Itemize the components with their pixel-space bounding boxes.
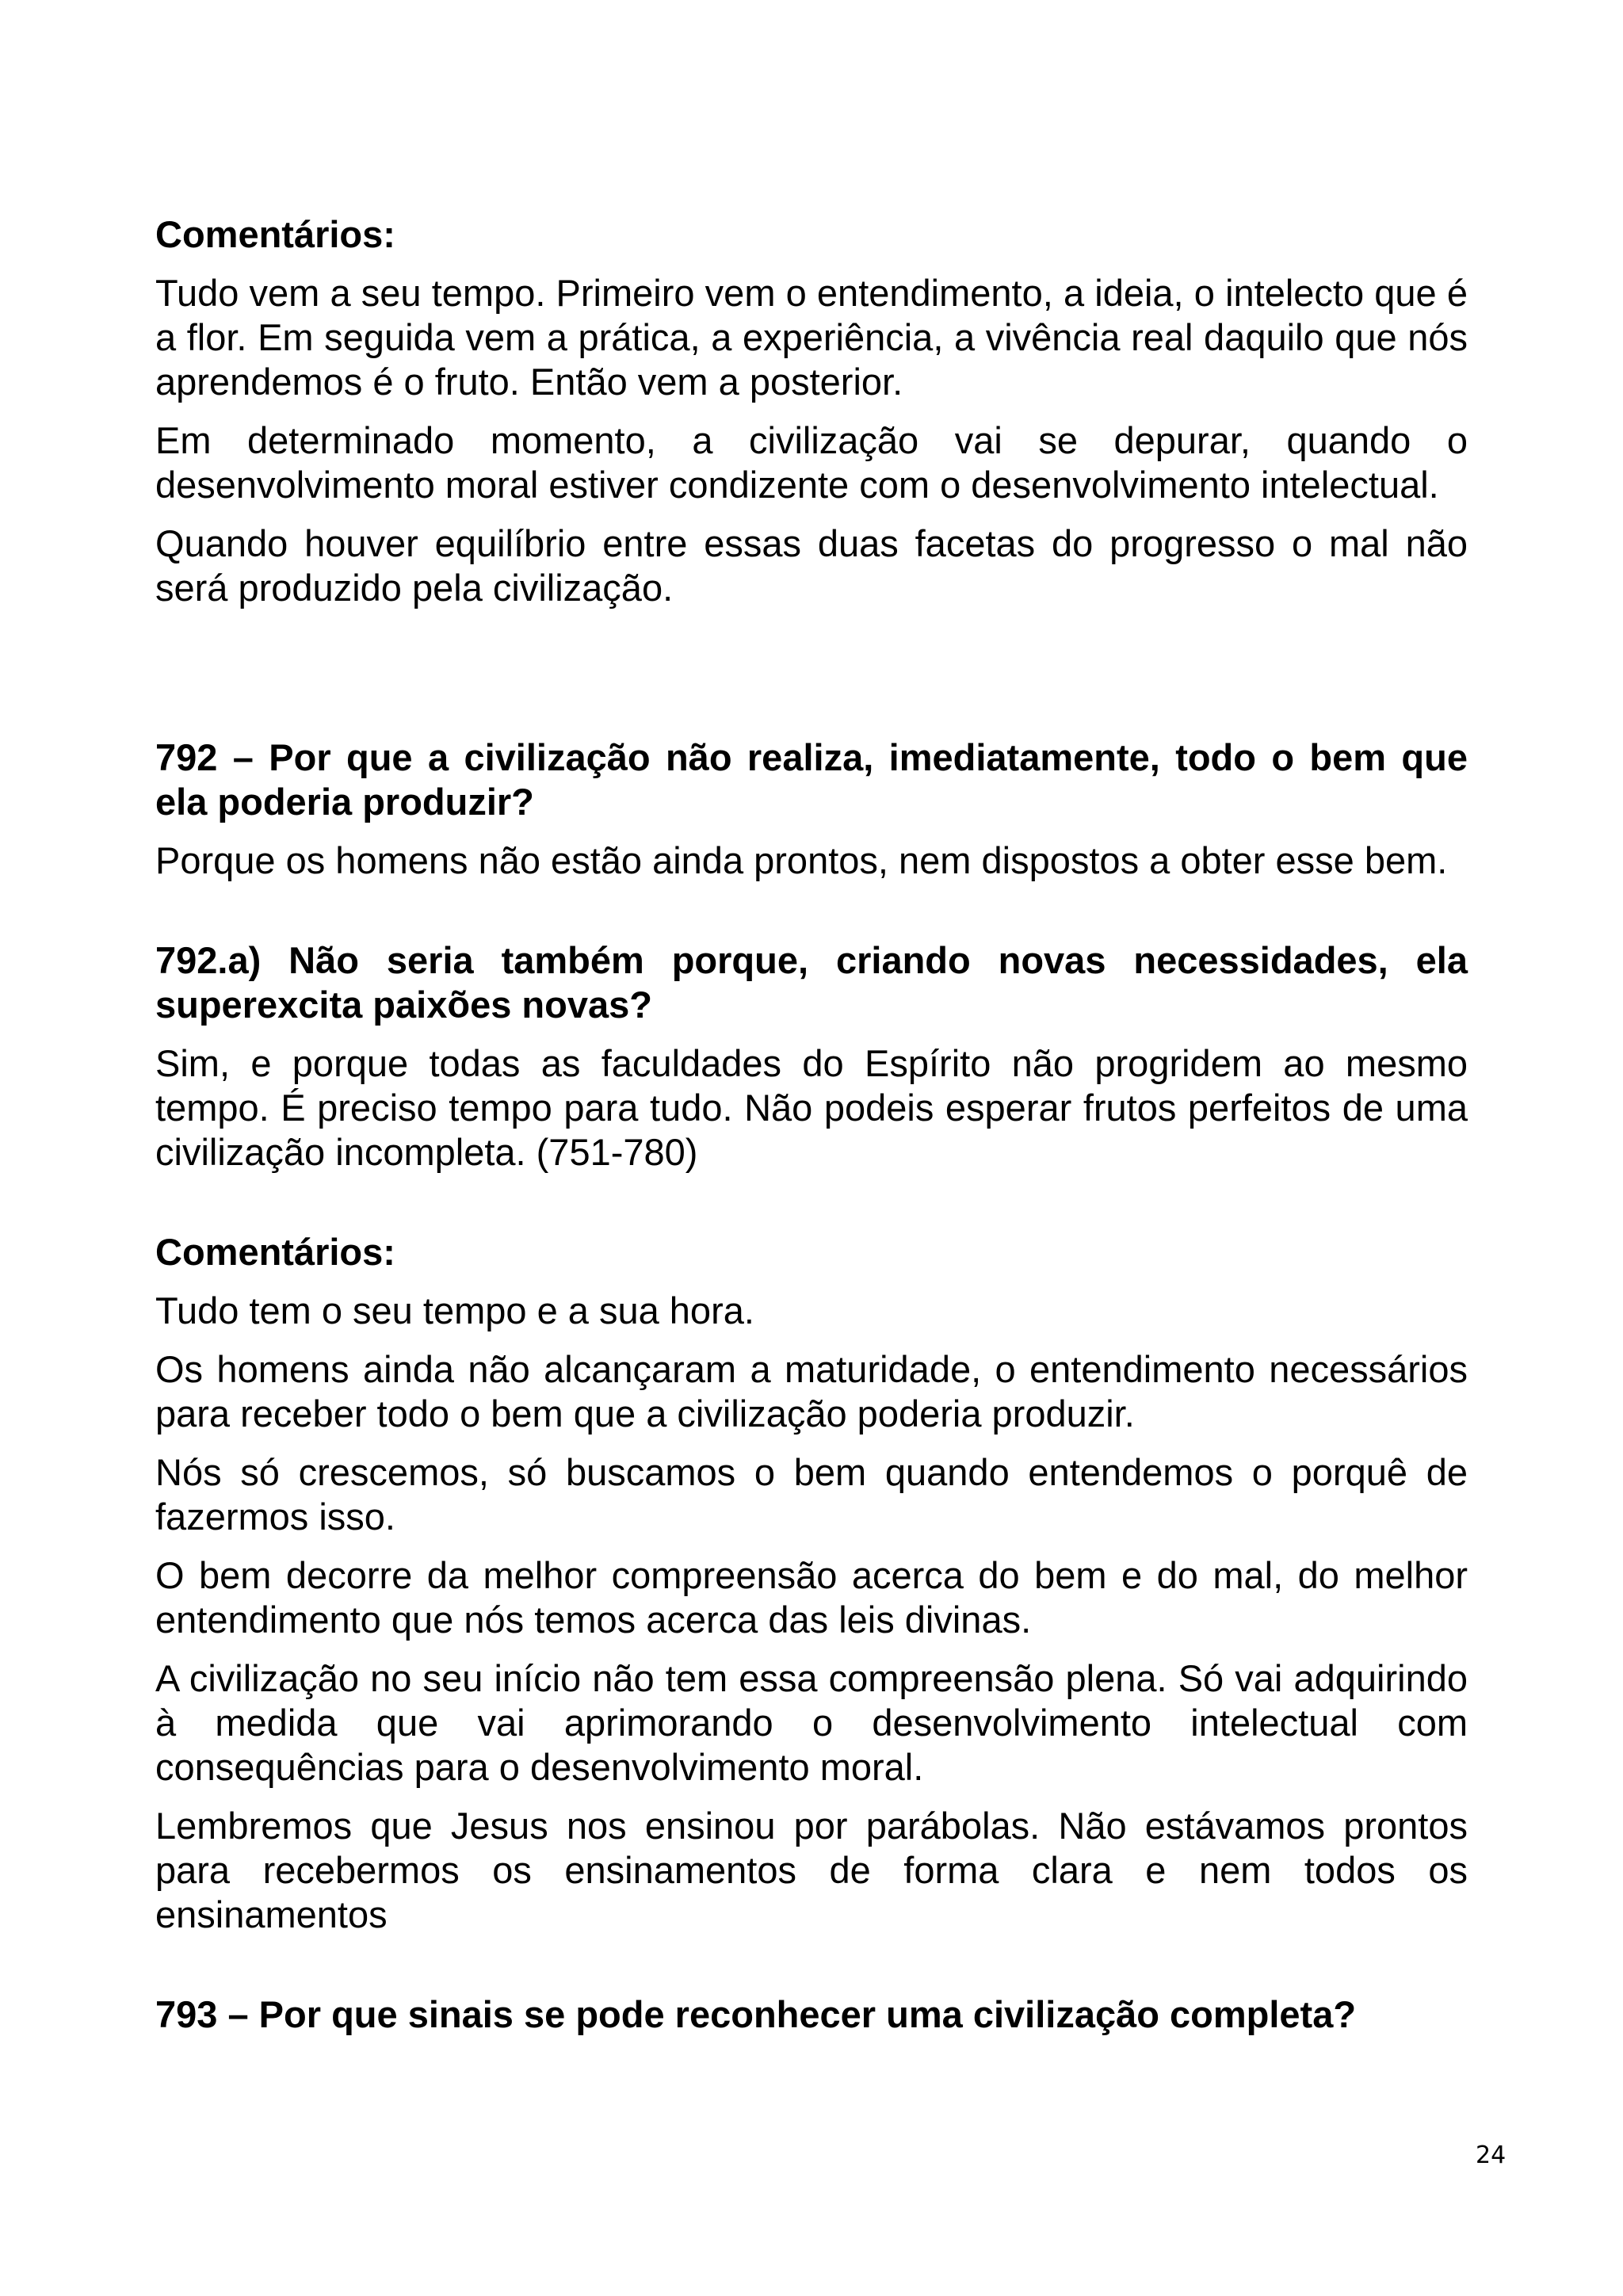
- question-792a: 792.a) Não seria também porque, criando novas necessidades, ela superexcita paixões novas?: [155, 939, 1468, 1026]
- comment-paragraph: Tudo tem o seu tempo e a sua hora.: [155, 1289, 754, 1331]
- section-spacer: [155, 1951, 1468, 1992]
- comment-paragraph: Os homens ainda não alcançaram a maturidade, o entendimento necessários para receber todo o bem que a civilização poderia produzir.: [155, 1348, 1468, 1435]
- section-spacer: [155, 897, 1468, 938]
- page-number: 24: [1476, 2141, 1507, 2169]
- section-spacer: [155, 625, 1468, 735]
- comment-paragraph: Nós só crescemos, só buscamos o bem quando entendemos o porquê de fazermos isso.: [155, 1451, 1468, 1538]
- comment-paragraph: Lembremos que Jesus nos ensinou por parábolas. Não estávamos prontos para recebermos os ensinamentos de forma clara e nem todos os ensinamentos: [155, 1805, 1468, 1935]
- question-793: 793 – Por que sinais se pode reconhecer uma civilização completa?: [155, 1993, 1357, 2035]
- comment-paragraph: A civilização no seu início não tem essa compreensão plena. Só vai adquirindo à medida que vai aprimorando o desenvolvimento intelectual com consequências para o desenvolvimento moral.: [155, 1657, 1468, 1788]
- comment-paragraph: Tudo vem a seu tempo. Primeiro vem o entendimento, a ideia, o intelecto que é a flor. Em seguida vem a prática, a experiência, a vivência real daquilo que nós aprendemos é o fruto. Então vem a posterior.: [155, 272, 1468, 403]
- comments-heading: Comentários:: [155, 1231, 395, 1273]
- answer-792a: Sim, e porque todas as faculdades do Espírito não progridem ao mesmo tempo. É preciso tempo para tudo. Não podeis esperar frutos perfeitos de uma civilização incompleta. (751-780): [155, 1042, 1468, 1173]
- section-spacer: [155, 1189, 1468, 1230]
- comment-paragraph: Quando houver equilíbrio entre essas duas facetas do progresso o mal não será produzido pela civilização.: [155, 522, 1468, 609]
- answer-792: Porque os homens não estão ainda prontos, nem dispostos a obter esse bem.: [155, 839, 1448, 881]
- comments-heading: Comentários:: [155, 213, 395, 255]
- question-792: 792 – Por que a civilização não realiza, imediatamente, todo o bem que ela poderia produzir?: [155, 736, 1468, 823]
- comment-paragraph: O bem decorre da melhor compreensão acerca do bem e do mal, do melhor entendimento que nós temos acerca das leis divinas.: [155, 1554, 1468, 1641]
- comment-paragraph: Em determinado momento, a civilização vai se depurar, quando o desenvolvimento moral estiver condizente com o desenvolvimento intelectual.: [155, 419, 1468, 506]
- page-content: [155, 212, 1468, 2051]
